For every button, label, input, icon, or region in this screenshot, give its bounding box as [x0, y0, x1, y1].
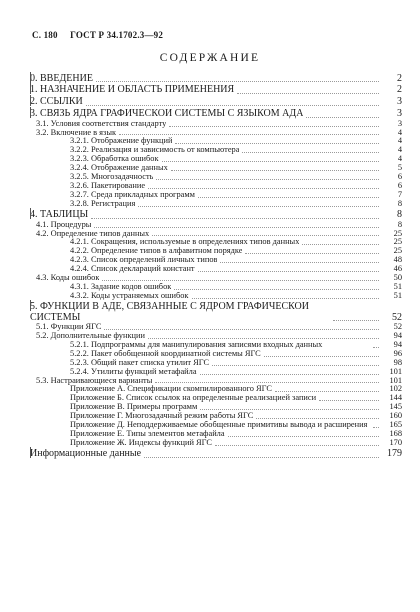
dot-leader	[155, 382, 379, 383]
toc-entry	[30, 97, 402, 107]
margin-rule	[30, 83, 32, 94]
toc-entry-title: 3.2.7. Среда прикладных программ	[70, 190, 195, 199]
toc-entry-page: 51	[393, 281, 402, 291]
toc-entry-title: 4.1. Процедуры	[36, 220, 92, 229]
toc-entry-title: Приложение Ж. Индексы функций ЯГС	[70, 438, 212, 447]
toc-entry-page: 2	[397, 84, 402, 96]
toc-entry-page: 2	[397, 72, 402, 84]
toc-entry-page: 52	[393, 322, 402, 332]
toc-entry	[30, 377, 402, 386]
dot-leader	[220, 262, 379, 263]
toc-entry-title: 5. ФУНКЦИИ В АДЕ, СВЯЗАННЫЕ С ЯДРОМ ГРАФИЧЕСКОЙ СИСТЕМЫ	[30, 302, 309, 323]
toc-entry-title: 5.1. Функции ЯГС	[36, 323, 102, 332]
toc-entry-page: 50	[393, 273, 402, 283]
toc-entry-title: 4. ТАБЛИЦЫ	[30, 210, 89, 221]
toc-entry-page: 102	[389, 384, 402, 394]
toc-entry	[30, 350, 402, 359]
dot-leader	[119, 134, 379, 135]
toc-entry-page: 94	[393, 330, 402, 340]
toc-entry-page: 8	[397, 219, 402, 229]
margin-rule	[30, 447, 32, 458]
toc-entry	[30, 247, 402, 256]
dot-leader	[228, 436, 379, 437]
toc-entry-title: 4.2.3. Список определений личных типов	[70, 256, 218, 265]
dot-leader	[242, 152, 379, 153]
dot-leader	[91, 218, 379, 219]
dot-leader	[192, 298, 379, 299]
table-of-contents	[30, 72, 402, 460]
toc-entry-page: 25	[393, 246, 402, 256]
dot-leader	[200, 409, 379, 410]
toc-entry-page: 6	[397, 180, 402, 190]
dot-leader	[333, 320, 379, 321]
toc-entry	[30, 109, 402, 119]
toc-entry	[30, 302, 402, 323]
toc-entry	[30, 439, 402, 448]
toc-entry-page: 165	[389, 420, 402, 430]
toc-entry	[30, 155, 402, 164]
toc-entry	[30, 394, 402, 403]
toc-entry	[30, 421, 402, 430]
page-number: С. 180	[32, 30, 58, 40]
toc-entry-title: 3. СВЯЗЬ ЯДРА ГРАФИЧЕСКОЙ СИСТЕМЫ С ЯЗЫКОМ АДА	[30, 109, 304, 120]
toc-entry	[30, 182, 402, 191]
toc-entry	[30, 359, 402, 368]
dot-leader	[104, 329, 379, 330]
dot-leader	[94, 227, 379, 228]
dot-leader	[152, 235, 379, 236]
toc-entry-title: Приложение Б. Список ссылок на определенные реализацией записи	[70, 394, 317, 403]
toc-entry-page: 4	[397, 154, 402, 164]
dot-leader	[171, 170, 379, 171]
dot-leader	[306, 117, 379, 118]
toc-entry	[30, 85, 402, 95]
toc-entry-title: 3.2.1. Отображение функций	[70, 137, 173, 146]
toc-entry	[30, 368, 402, 377]
dot-leader	[200, 374, 379, 375]
dot-leader	[102, 280, 379, 281]
margin-rule	[30, 208, 32, 219]
toc-entry-page: 145	[389, 402, 402, 412]
toc-entry-title: 4.2.4. Список деклараций констант	[70, 265, 195, 274]
toc-entry-page: 25	[393, 237, 402, 247]
toc-entry	[30, 341, 402, 350]
dot-leader	[264, 356, 379, 357]
dot-leader	[245, 253, 379, 254]
toc-entry	[30, 283, 402, 292]
dot-leader	[198, 271, 379, 272]
toc-entry	[30, 265, 402, 274]
toc-entry-page: 170	[389, 437, 402, 447]
dot-leader	[86, 105, 379, 106]
toc-entry-page: 94	[393, 339, 402, 349]
toc-entry	[30, 191, 402, 200]
page-header	[32, 30, 173, 40]
toc-entry-page: 52	[392, 311, 402, 323]
toc-entry-page: 144	[389, 393, 402, 403]
toc-entry-page: 101	[389, 375, 402, 385]
dot-leader	[275, 391, 379, 392]
toc-entry-title: 4.3.2. Коды устраняемых ошибок	[70, 291, 189, 300]
toc-entry-page: 98	[393, 357, 402, 367]
toc-entry-title: 3.2.6. Пакетирование	[70, 181, 146, 190]
toc-entry	[30, 449, 402, 459]
toc-entry-page: 4	[397, 127, 402, 137]
dot-leader	[169, 126, 379, 127]
toc-entry	[30, 230, 402, 239]
toc-entry-page: 96	[393, 348, 402, 358]
toc-entry-page: 3	[397, 108, 402, 120]
margin-rule	[30, 95, 32, 106]
toc-entry-title: 5.2.3. Общий пакет списка утилит ЯГС	[70, 358, 210, 367]
toc-entry	[30, 146, 402, 155]
toc-entry-page: 7	[397, 189, 402, 199]
toc-entry-page: 179	[387, 448, 402, 460]
toc-entry	[30, 74, 402, 84]
toc-entry	[30, 274, 402, 283]
toc-entry-title: 5.2.1. Подпрограммы для манипулирования записями входных данных	[70, 340, 323, 349]
toc-entry-page: 101	[389, 366, 402, 376]
toc-entry-title: 2. ССЫЛКИ	[30, 97, 83, 108]
toc-entry-title: Приложение А. Спецификации скомпилированного ЯГС	[70, 385, 272, 394]
toc-entry-title: 3.2.3. Обработка ошибок	[70, 155, 159, 164]
toc-entry-title: 3.2. Включение в язык	[36, 128, 117, 137]
toc-entry-page: 3	[397, 96, 402, 108]
toc-entry-title: 3.1. Условия соответствия стандарту	[36, 119, 167, 128]
toc-entry-page: 8	[397, 209, 402, 221]
toc-entry-title: 3.2.2. Реализация и зависимость от компьютера	[70, 146, 240, 155]
toc-entry-page: 168	[389, 428, 402, 438]
toc-entry	[30, 323, 402, 332]
toc-entry	[30, 385, 402, 394]
toc-entry-title: 5.2.4. Утилиты функций метафайла	[70, 367, 197, 376]
toc-entry-title: Приложение Е. Типы элементов метафайла	[70, 429, 225, 438]
dot-leader	[148, 338, 379, 339]
toc-entry-title: 5.2. Дополнительные функции	[36, 331, 145, 340]
toc-entry-title: 3.2.5. Многозадачность	[70, 173, 154, 182]
page-title: СОДЕРЖАНИЕ	[159, 52, 261, 64]
toc-entry	[30, 129, 402, 138]
toc-entry-title: 0. ВВЕДЕНИЕ	[30, 73, 93, 84]
dot-leader	[156, 179, 379, 180]
dot-leader	[237, 93, 379, 94]
toc-entry	[30, 256, 402, 265]
dot-leader	[198, 197, 379, 198]
toc-entry	[30, 173, 402, 182]
toc-entry-title: 4.3. Коды ошибок	[36, 274, 100, 283]
toc-entry-page: 8	[397, 198, 402, 208]
toc-entry-title: 3.2.8. Регистрация	[70, 199, 136, 208]
toc-entry	[30, 332, 402, 341]
toc-entry	[30, 120, 402, 129]
toc-entry	[30, 137, 402, 146]
margin-rule	[30, 107, 32, 118]
toc-entry-title: 5.3. Настраивающиеся варианты	[36, 376, 153, 385]
toc-entry	[30, 210, 402, 220]
toc-entry	[30, 412, 402, 421]
toc-entry-title: 5.2.2. Пакет обобщенной координатной системы ЯГС	[70, 349, 261, 358]
toc-entry	[30, 292, 402, 301]
toc-entry-page: 3	[397, 118, 402, 128]
margin-rule	[30, 72, 32, 83]
toc-entry-page: 5	[397, 163, 402, 173]
toc-entry	[30, 200, 402, 209]
toc-entry-page: 25	[393, 228, 402, 238]
dot-leader	[256, 418, 379, 419]
toc-entry-page: 6	[397, 172, 402, 182]
toc-entry	[30, 430, 402, 439]
toc-entry-title: 3.2.4. Отображение данных	[70, 164, 168, 173]
dot-leader	[319, 400, 379, 401]
standard-code: ГОСТ Р 34.1702.3—92	[70, 30, 164, 40]
margin-rule	[30, 300, 32, 311]
dot-leader	[212, 365, 379, 366]
toc-entry-title: 4.2. Определение типов данных	[36, 229, 150, 238]
dot-leader	[174, 289, 379, 290]
toc-entry-page: 4	[397, 136, 402, 146]
toc-entry	[30, 403, 402, 412]
toc-entry-title: Приложение В. Примеры программ	[70, 403, 198, 412]
toc-entry-page: 160	[389, 411, 402, 421]
dot-leader	[215, 445, 379, 446]
dot-leader	[162, 161, 379, 162]
toc-entry-page: 51	[393, 290, 402, 300]
dot-leader	[373, 347, 379, 348]
toc-entry	[30, 221, 402, 230]
toc-entry	[30, 238, 402, 247]
toc-entry-title: Приложение Г. Многозадачный режим работы ЯГС	[70, 412, 254, 421]
dot-leader	[96, 81, 379, 82]
toc-entry-title: 4.3.1. Задание кодов ошибок	[70, 282, 172, 291]
toc-entry-title: 4.2.1. Сокращения, используемые в определениях типов данных	[70, 238, 300, 247]
dot-leader	[175, 143, 379, 144]
dot-leader	[144, 457, 379, 458]
toc-entry-title: Приложение Д. Неподдерживаемые обобщенные примитивы вывода и расширения	[70, 421, 368, 430]
dot-leader	[148, 188, 379, 189]
dot-leader	[373, 427, 379, 428]
toc-entry-page: 4	[397, 145, 402, 155]
dot-leader	[138, 206, 379, 207]
toc-entry-title: 4.2.2. Определение типов в алфавитном порядке	[70, 247, 243, 256]
toc-entry-title: Информационные данные	[30, 449, 142, 460]
dot-leader	[302, 244, 379, 245]
toc-entry-page: 46	[393, 264, 402, 274]
toc-entry	[30, 164, 402, 173]
toc-entry-title: 1. НАЗНАЧЕНИЕ И ОБЛАСТЬ ПРИМЕНЕНИЯ	[30, 85, 235, 96]
toc-entry-page: 48	[393, 255, 402, 265]
